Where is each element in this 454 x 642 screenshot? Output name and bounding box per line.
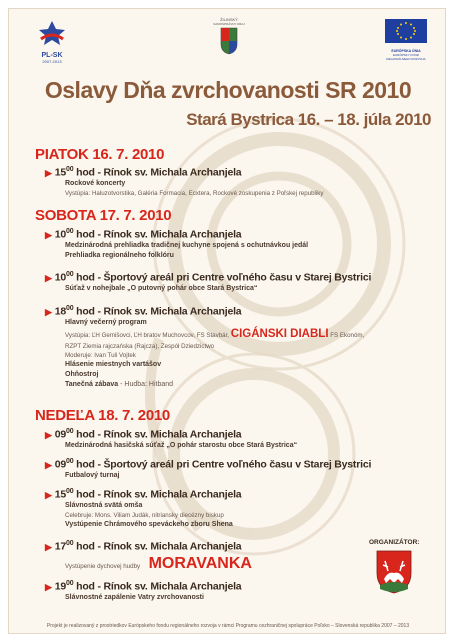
dance-party: Tanečná zábava [65, 380, 119, 388]
eu-logo-line3: REGIONÁLNEHO ROZVOJA [386, 57, 426, 61]
event-line: Vystúpenie Chrámového speváckeho zboru Shena [65, 520, 233, 528]
event-place: hod - Rínok sv. Michala Archanjela [73, 166, 242, 179]
triangle-bullet-icon: ▶ [45, 489, 52, 500]
poster [8, 8, 446, 634]
performers-list: Vystúpia: ĽH Gemišovci, ĽH bratov Muchovcov, FS Stavbár, [65, 331, 230, 339]
eu-logo-line2: EURÓPSKY FOND [393, 53, 419, 57]
event-minute: 00 [66, 488, 74, 495]
zilina-logo-line1: ŽILINSKÝ [220, 17, 238, 22]
event-heading [45, 166, 435, 179]
event-sat-3 [45, 305, 435, 390]
event-minute: 00 [66, 428, 74, 435]
event-minute: 00 [66, 458, 74, 465]
event-place: hod - Rínok sv. Michala Archanjela [73, 228, 242, 241]
organizer-label: ORGANIZÁTOR: [369, 539, 420, 546]
event-place: hod - Rínok sv. Michala Archanjela [73, 488, 242, 501]
event-minute: 00 [66, 166, 74, 173]
event-minute: 00 [66, 540, 74, 547]
event-performers [65, 328, 435, 342]
event-performers-2: RZPT Ziemia rajczańska (Rajcza), Zespół Dziedzictwo [65, 342, 215, 350]
stag-coat-of-arms-icon [374, 549, 414, 595]
triangle-bullet-icon: ▶ [45, 167, 52, 178]
event-heading [45, 271, 435, 284]
event-line: Futbalový turnaj [65, 471, 120, 479]
event-line: Súťaž v nohejbale „O putovný pohár obce Stará Bystrica“ [65, 284, 258, 292]
event-line [65, 380, 435, 390]
event-minute: 00 [66, 580, 74, 587]
event-sun-3 [45, 488, 435, 530]
event-line: Ohňostroj [65, 370, 99, 378]
event-place: hod - Rínok sv. Michala Archanjela [73, 305, 242, 318]
main-title: Oslavy Dňa zvrchovanosti SR 2010 [44, 77, 412, 103]
triangle-bullet-icon: ▶ [45, 306, 52, 317]
event-hour: 19 [54, 580, 67, 593]
event-fri-1 [45, 166, 435, 198]
event-hour: 15 [54, 166, 67, 179]
event-line: Medzinárodná prehliadka tradičnej kuchyne spojená s ochutnávkou jedál [65, 241, 309, 249]
music-band: - Hudba: Hitband [120, 380, 174, 388]
event-heading [45, 458, 435, 471]
triangle-bullet-icon: ▶ [45, 459, 52, 470]
event-place: hod - Rínok sv. Michala Archanjela [73, 540, 242, 553]
event-hour: 10 [54, 271, 67, 284]
event-sun-1 [45, 428, 435, 451]
event-minute: 00 [66, 305, 74, 312]
day-heading-sunday: NEDEĽA 18. 7. 2010 [35, 407, 170, 424]
event-line: Slávnostná svätá omša [65, 501, 143, 509]
event-moderator: Moderuje: Ivan Tuli Vojtek [65, 351, 136, 359]
performers-list-cont: FS Ekonóm, [330, 331, 365, 339]
event-line: Slávnostné zapálenie Vatry zvrchovanosti [65, 593, 204, 601]
event-sat-2 [45, 271, 435, 294]
event-line: Hlásenie miestnych vartášov [65, 360, 162, 368]
star-figure-icon [35, 19, 69, 47]
event-place: hod - Rínok sv. Michala Archanjela [73, 580, 242, 593]
zilina-logo [209, 17, 249, 59]
triangle-bullet-icon: ▶ [45, 541, 52, 552]
eu-logo [385, 19, 427, 61]
event-place: hod - Rínok sv. Michala Archanjela [73, 428, 242, 441]
event-heading [45, 228, 435, 241]
coat-of-arms-icon [209, 26, 249, 56]
event-hour: 09 [54, 428, 67, 441]
event-sun-2 [45, 458, 435, 481]
event-place: hod - Športový areál pri Centre voľného času v Starej Bystrici [73, 458, 372, 471]
event-line: Rockové koncerty [65, 179, 126, 187]
footer-note: Projekt je realizovaný z prostriedkov Európskeho fondu regionálneho rozvoja v rámci Programu cezhraničnej spolupráce Poľsko – Slovenská republika 2007 – 2013 [46, 623, 410, 629]
event-performers: Vystúpenie dychovej hudby [65, 562, 141, 570]
day-heading-saturday: SOBOTA 17. 7. 2010 [35, 207, 172, 224]
event-hour: 09 [54, 458, 67, 471]
event-hour: 10 [54, 228, 67, 241]
plsk-logo-text: PL-SK [41, 52, 63, 59]
event-hour: 15 [54, 488, 67, 501]
event-line: Medzinárodná hasičská súťaž „O pohár starostu obce Stará Bystrica“ [65, 441, 298, 449]
event-hour: 17 [54, 540, 67, 553]
event-line: Hlavný večerný program [65, 318, 147, 326]
eu-logo-line1: EURÓPSKA ÚNIA [391, 49, 421, 53]
subtitle: Stará Bystrica 16. – 18. júla 2010 [186, 110, 431, 129]
headliner-moravanka: MORAVANKA [148, 554, 252, 572]
plsk-logo-years: 2007-2013 [42, 59, 62, 64]
event-line: Prehliadka regionálneho folklóru [65, 251, 174, 259]
triangle-bullet-icon: ▶ [45, 229, 52, 240]
triangle-bullet-icon: ▶ [45, 581, 52, 592]
day-heading-friday: PIATOK 16. 7. 2010 [35, 146, 165, 163]
zilina-logo-line2: SAMOSPRÁVNY KRAJ [213, 22, 245, 26]
event-heading [45, 428, 435, 441]
triangle-bullet-icon: ▶ [45, 272, 52, 283]
plsk-logo [35, 19, 69, 63]
eu-flag-icon [385, 19, 427, 43]
event-minute: 00 [66, 228, 74, 235]
event-place: hod - Športový areál pri Centre voľného času v Starej Bystrici [73, 271, 372, 284]
triangle-bullet-icon: ▶ [45, 429, 52, 440]
event-heading [45, 488, 435, 501]
headliner-cigánski-diabli: CIGÁNSKI DIABLI [230, 327, 329, 340]
event-heading [45, 305, 435, 318]
event-performers: Vystúpia: Haluzotvorstika, Galéria Formacia, Ecxtera, Rockové zoskupenia z Poľskej republiky [65, 189, 324, 197]
event-hour: 18 [54, 305, 67, 318]
event-celebrant: Celebruje: Mons. Viliam Judák, nitriansky diecézny biskup [65, 511, 224, 519]
event-minute: 00 [66, 271, 74, 278]
event-sat-1 [45, 228, 435, 261]
